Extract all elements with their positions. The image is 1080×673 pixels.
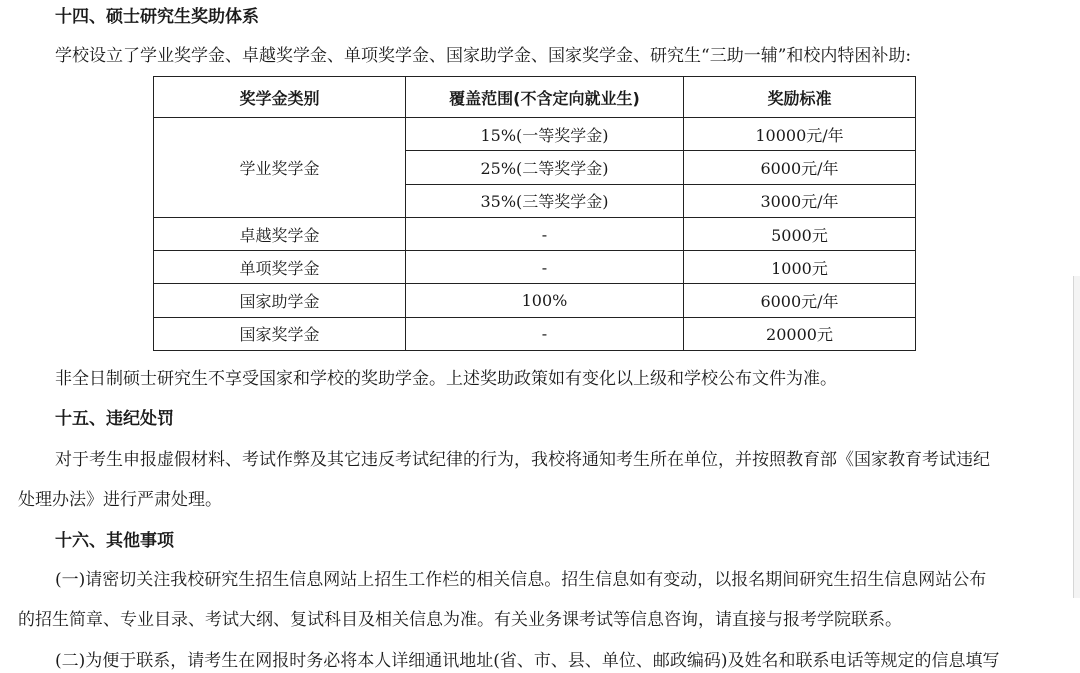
table-row bbox=[154, 317, 916, 350]
section-14-intro: 学校设立了学业奖学金、卓越奖学金、单项奖学金、国家助学金、国家奖学金、研究生“三助一辅”和校内特困补助: bbox=[55, 46, 912, 66]
section-16-item1-line1: (一)请密切关注我校研究生招生信息网站上招生工作栏的相关信息。招生信息如有变动，以报名期间研究生招生信息网站公布 bbox=[55, 570, 987, 590]
scrollbar-track[interactable] bbox=[1073, 276, 1080, 598]
scholarship-table bbox=[153, 76, 916, 351]
category-cell: 国家奖学金 bbox=[154, 317, 406, 350]
coverage-cell: 15%(一等奖学金) bbox=[406, 118, 684, 151]
standard-cell: 6000元/年 bbox=[684, 151, 916, 184]
table-header-row bbox=[154, 77, 916, 118]
table-row bbox=[154, 284, 916, 317]
section-16-title: 十六、其他事项 bbox=[55, 531, 174, 551]
section-15-title: 十五、违纪处罚 bbox=[55, 409, 174, 429]
coverage-cell: - bbox=[406, 251, 684, 284]
category-cell: 单项奖学金 bbox=[154, 251, 406, 284]
standard-cell: 5000元 bbox=[684, 217, 916, 250]
table-row bbox=[154, 251, 916, 284]
section-16-item2-line1: (二)为便于联系，请考生在网报时务必将本人详细通讯地址(省、市、县、单位、邮政编码)及姓名和联系电话等规定的信息填写 bbox=[55, 651, 1000, 671]
standard-cell: 20000元 bbox=[684, 317, 916, 350]
coverage-cell: 25%(二等奖学金) bbox=[406, 151, 684, 184]
section-16-item1-line2: 的招生简章、专业目录、考试大纲、复试科目及相关信息为准。有关业务课考试等信息咨询，请直接与报考学院联系。 bbox=[18, 610, 902, 630]
standard-cell: 3000元/年 bbox=[684, 184, 916, 217]
header-category: 奖学金类别 bbox=[154, 77, 406, 118]
section-15-text-line2: 处理办法》进行严肃处理。 bbox=[18, 490, 222, 510]
section-15-text-line1: 对于考生申报虚假材料、考试作弊及其它违反考试纪律的行为，我校将通知考生所在单位，并按照教育部《国家教育考试违纪 bbox=[55, 450, 990, 470]
category-academic: 学业奖学金 bbox=[154, 118, 406, 218]
coverage-cell: 100% bbox=[406, 284, 684, 317]
category-cell: 卓越奖学金 bbox=[154, 217, 406, 250]
category-cell: 国家助学金 bbox=[154, 284, 406, 317]
header-coverage: 覆盖范围(不含定向就业生) bbox=[406, 77, 684, 118]
header-standard: 奖励标准 bbox=[684, 77, 916, 118]
coverage-cell: 35%(三等奖学金) bbox=[406, 184, 684, 217]
standard-cell: 10000元/年 bbox=[684, 118, 916, 151]
standard-cell: 6000元/年 bbox=[684, 284, 916, 317]
section-14-title: 十四、硕士研究生奖助体系 bbox=[55, 7, 259, 27]
coverage-cell: - bbox=[406, 217, 684, 250]
section-14-note: 非全日制硕士研究生不享受国家和学校的奖助学金。上述奖助政策如有变化以上级和学校公布文件为准。 bbox=[55, 369, 837, 389]
coverage-cell: - bbox=[406, 317, 684, 350]
table-row bbox=[154, 217, 916, 250]
standard-cell: 1000元 bbox=[684, 251, 916, 284]
table-row bbox=[154, 118, 916, 151]
